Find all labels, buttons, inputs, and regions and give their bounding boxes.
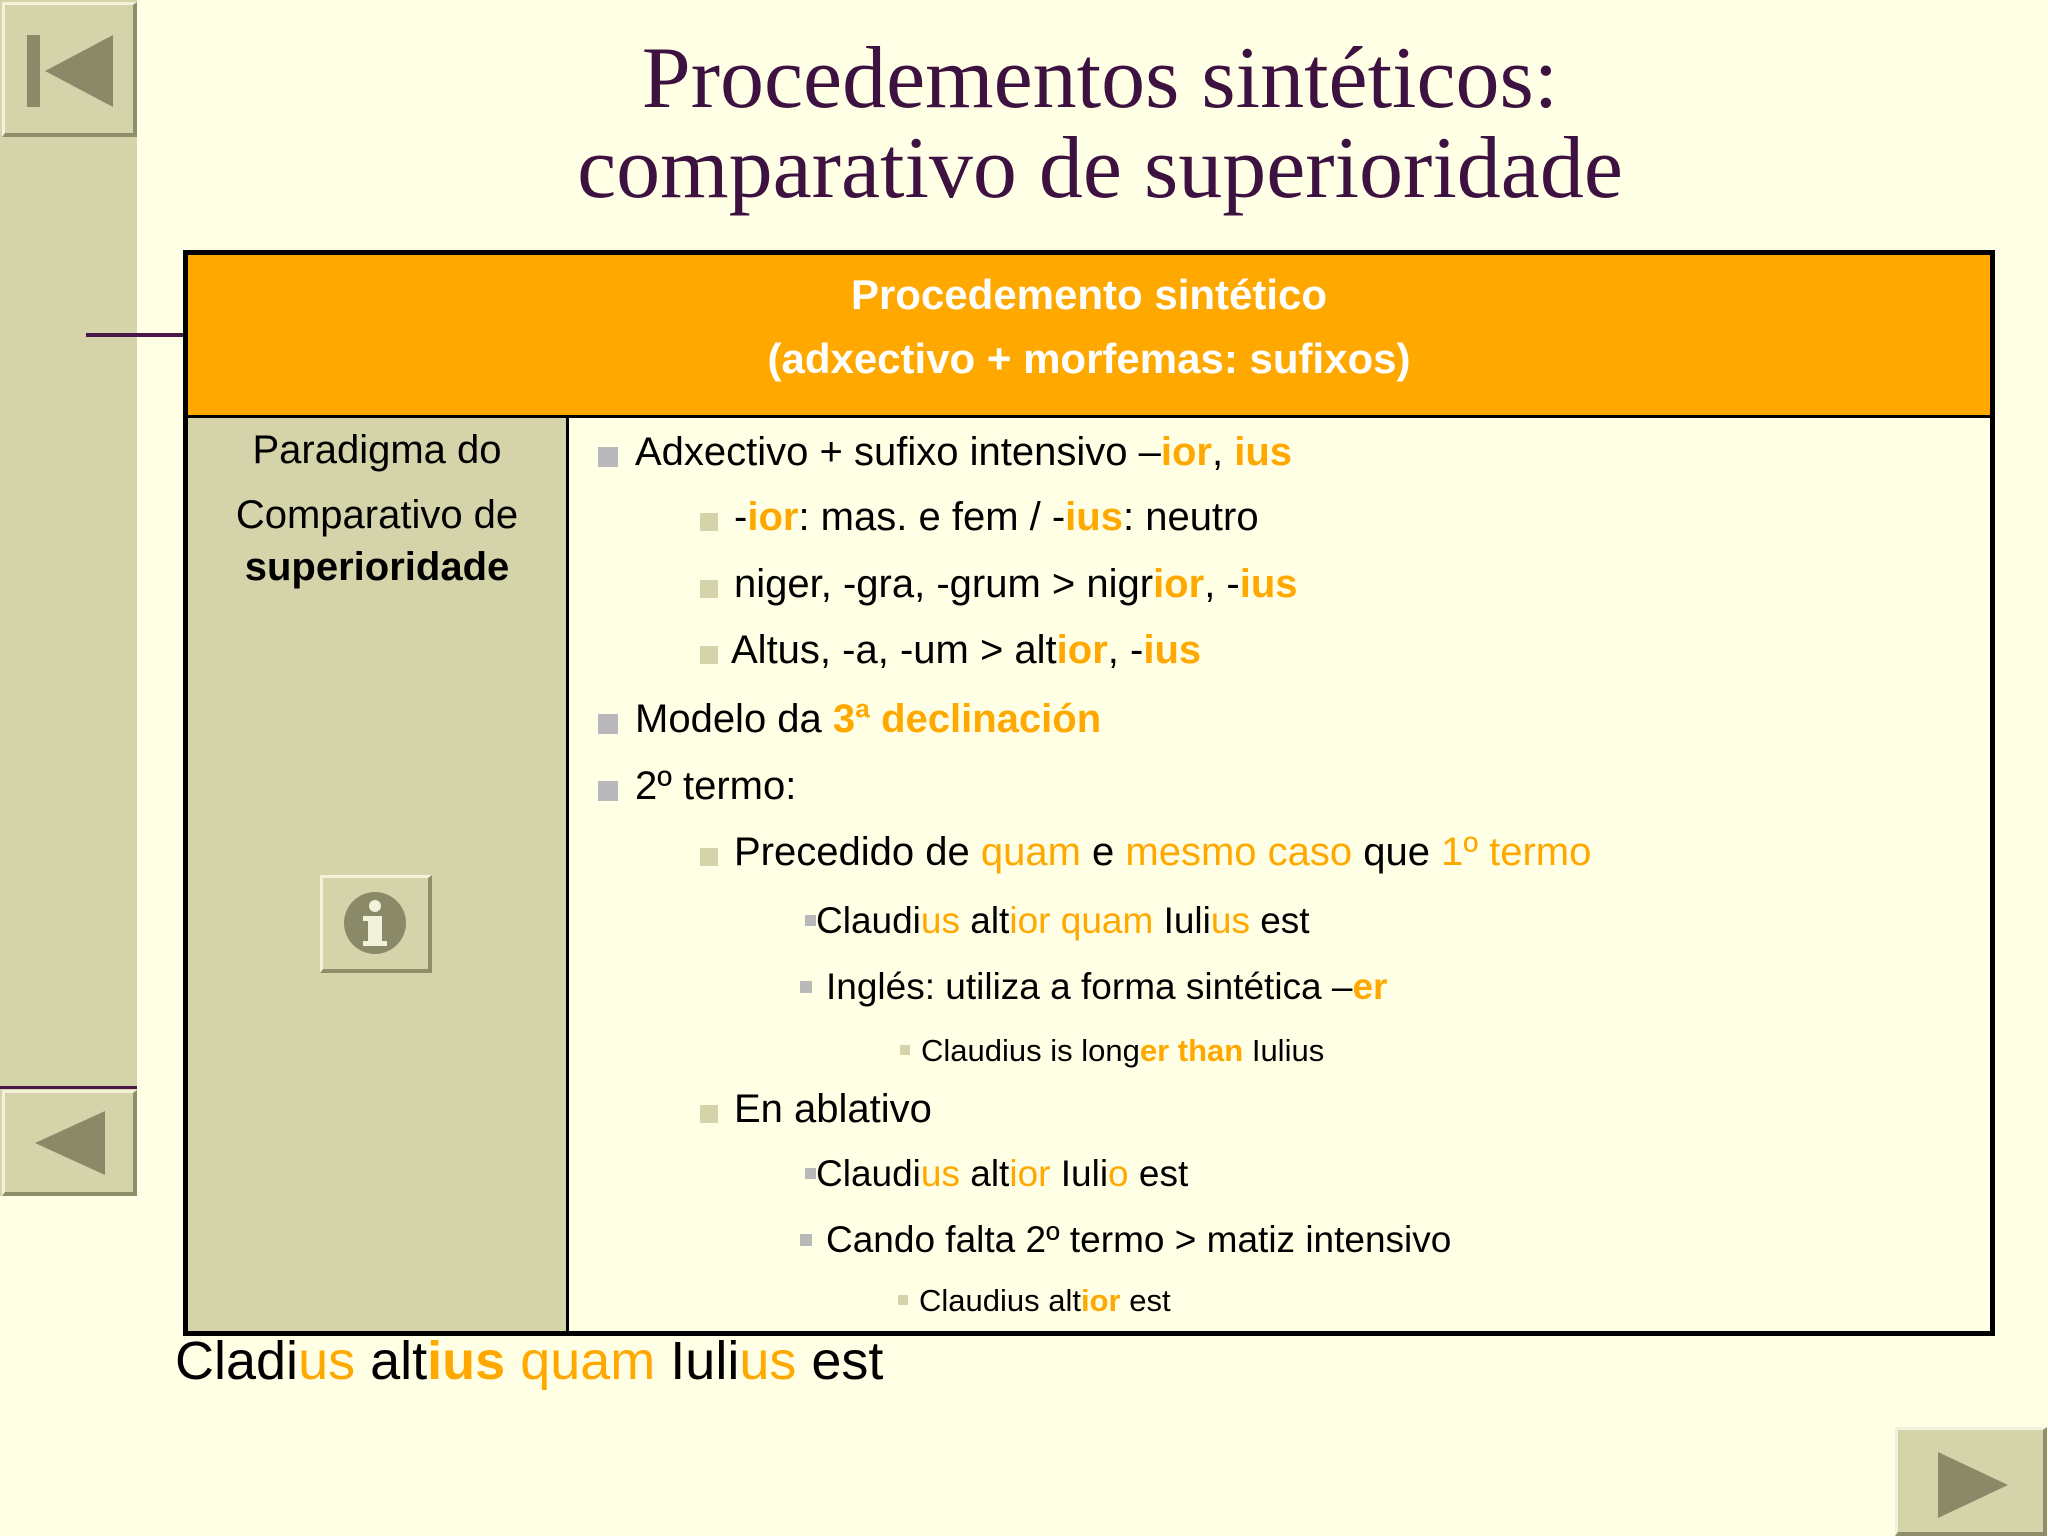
item-text: : neutro xyxy=(1122,495,1259,539)
sidebar-panel xyxy=(0,0,137,1196)
square-bullet xyxy=(805,915,816,926)
paradigm-cell xyxy=(188,418,569,1331)
title-line-1: Procedementos sintéticos: xyxy=(641,30,1559,127)
item-text: est xyxy=(1128,1153,1189,1194)
item-highlight: ior quam xyxy=(1009,900,1154,941)
table-header-line-1: Procedemento sintético xyxy=(850,271,1328,318)
item-text: , - xyxy=(1107,628,1144,672)
item-text: Inglés: utiliza a forma sintética – xyxy=(826,966,1353,1007)
item-text: Adxectivo + sufixo intensivo – xyxy=(635,430,1161,474)
item-highlight: ius xyxy=(1065,495,1123,539)
item-highlight: ior xyxy=(1080,1283,1121,1318)
item-text: Iulius xyxy=(1243,1033,1325,1068)
skip-to-first-icon xyxy=(5,5,135,135)
list-item xyxy=(635,430,1292,475)
list-item xyxy=(734,562,1298,607)
item-text: Precedido de xyxy=(734,830,981,874)
list-item xyxy=(734,495,1259,540)
item-highlight: quam xyxy=(980,830,1081,874)
item-text: , - xyxy=(1204,562,1240,606)
item-text: Claudi xyxy=(816,900,921,941)
item-highlight: ior xyxy=(747,495,799,539)
list-item xyxy=(826,966,1387,1008)
square-bullet xyxy=(800,1234,812,1246)
item-text: alt xyxy=(959,900,1010,941)
item-highlight: 1º termo xyxy=(1441,830,1592,874)
example-highlight: us xyxy=(739,1331,797,1391)
item-text: e xyxy=(1080,830,1126,874)
example-highlight: us xyxy=(298,1331,356,1391)
example-highlight: ius xyxy=(427,1331,506,1391)
slide-title xyxy=(500,30,1700,217)
square-bullet xyxy=(700,646,718,664)
item-text: : mas. e fem / - xyxy=(798,495,1066,539)
info-icon xyxy=(323,878,428,969)
item-highlight: ior xyxy=(1056,628,1108,672)
item-text: Iuli xyxy=(1153,900,1211,941)
example-highlight: quam xyxy=(505,1331,656,1391)
paradigm-line-2: Comparativo de xyxy=(235,493,519,537)
item-highlight: ior xyxy=(1153,562,1205,606)
list-item xyxy=(731,628,1201,673)
item-text: Claudi xyxy=(816,1153,921,1194)
title-line-2: comparativo de superioridade xyxy=(577,120,1623,217)
previous-slide-button[interactable] xyxy=(2,1090,137,1196)
item-text: alt xyxy=(959,1153,1010,1194)
item-text: Altus, -a, -um > alt xyxy=(731,628,1057,672)
list-item xyxy=(635,697,1101,742)
item-highlight: ius xyxy=(1239,562,1298,606)
square-bullet xyxy=(700,513,718,531)
item-highlight: ior xyxy=(1009,1153,1051,1194)
list-item xyxy=(816,1153,1188,1195)
square-bullet xyxy=(700,580,718,598)
content-table xyxy=(183,250,1995,1336)
list-item xyxy=(734,830,1591,875)
item-text: Claudius alt xyxy=(919,1283,1081,1318)
table-header xyxy=(188,255,1990,418)
item-highlight: ius xyxy=(1234,430,1292,474)
title-divider-line xyxy=(86,333,186,337)
list-item xyxy=(734,1087,932,1132)
square-bullet xyxy=(898,1295,908,1305)
square-bullet xyxy=(598,781,618,801)
info-button[interactable] xyxy=(320,875,432,973)
item-highlight: ior xyxy=(1160,430,1212,474)
table-header-line-2: (adxectivo + morfemas: sufixos) xyxy=(767,335,1411,382)
square-bullet xyxy=(800,981,812,993)
item-text: - xyxy=(734,495,748,539)
example-text: Iuli xyxy=(655,1331,740,1391)
first-slide-button[interactable] xyxy=(2,2,137,137)
square-bullet xyxy=(700,1105,718,1123)
item-highlight: 3ª declinación xyxy=(832,697,1102,741)
example-text: est xyxy=(796,1331,884,1391)
example-text: Cladi xyxy=(175,1331,299,1391)
square-bullet xyxy=(900,1045,910,1055)
square-bullet xyxy=(700,848,718,866)
previous-arrow-icon xyxy=(5,1093,135,1193)
list-item xyxy=(921,1033,1324,1069)
item-text: niger, -gra, -grum > nigr xyxy=(734,562,1154,606)
item-text: est xyxy=(1249,900,1310,941)
item-highlight: mesmo caso xyxy=(1125,830,1353,874)
item-highlight: us xyxy=(1210,900,1250,941)
list-item xyxy=(816,900,1310,942)
paradigm-line-1: Paradigma do xyxy=(252,428,502,472)
item-text: Iuli xyxy=(1050,1153,1109,1194)
item-text: En ablativo xyxy=(734,1087,932,1131)
next-arrow-icon xyxy=(1898,1430,2046,1534)
paradigm-line-3: superioridade xyxy=(244,545,510,589)
item-text: , xyxy=(1211,430,1235,474)
next-slide-button[interactable] xyxy=(1895,1427,2047,1536)
list-item xyxy=(919,1283,1171,1319)
item-highlight: ius xyxy=(1143,628,1202,672)
item-highlight: us xyxy=(920,1153,960,1194)
list-item xyxy=(635,764,796,809)
item-text: est xyxy=(1120,1283,1171,1318)
square-bullet xyxy=(598,447,618,467)
square-bullet xyxy=(805,1168,816,1179)
item-highlight: er xyxy=(1352,966,1388,1007)
example-text: alt xyxy=(355,1331,428,1391)
item-text: que xyxy=(1352,830,1442,874)
item-text: 2º termo: xyxy=(635,764,797,808)
item-text: Cando falta 2º termo > matiz intensivo xyxy=(826,1219,1452,1260)
item-highlight: us xyxy=(920,900,960,941)
list-item xyxy=(826,1219,1451,1261)
item-text: Modelo da xyxy=(635,697,833,741)
item-highlight: er than xyxy=(1139,1033,1244,1068)
item-text: Claudius is long xyxy=(921,1033,1140,1068)
square-bullet xyxy=(598,714,618,734)
sidebar-divider-line xyxy=(0,1086,137,1089)
example-sentence xyxy=(175,1330,883,1392)
item-highlight: o xyxy=(1108,1153,1129,1194)
